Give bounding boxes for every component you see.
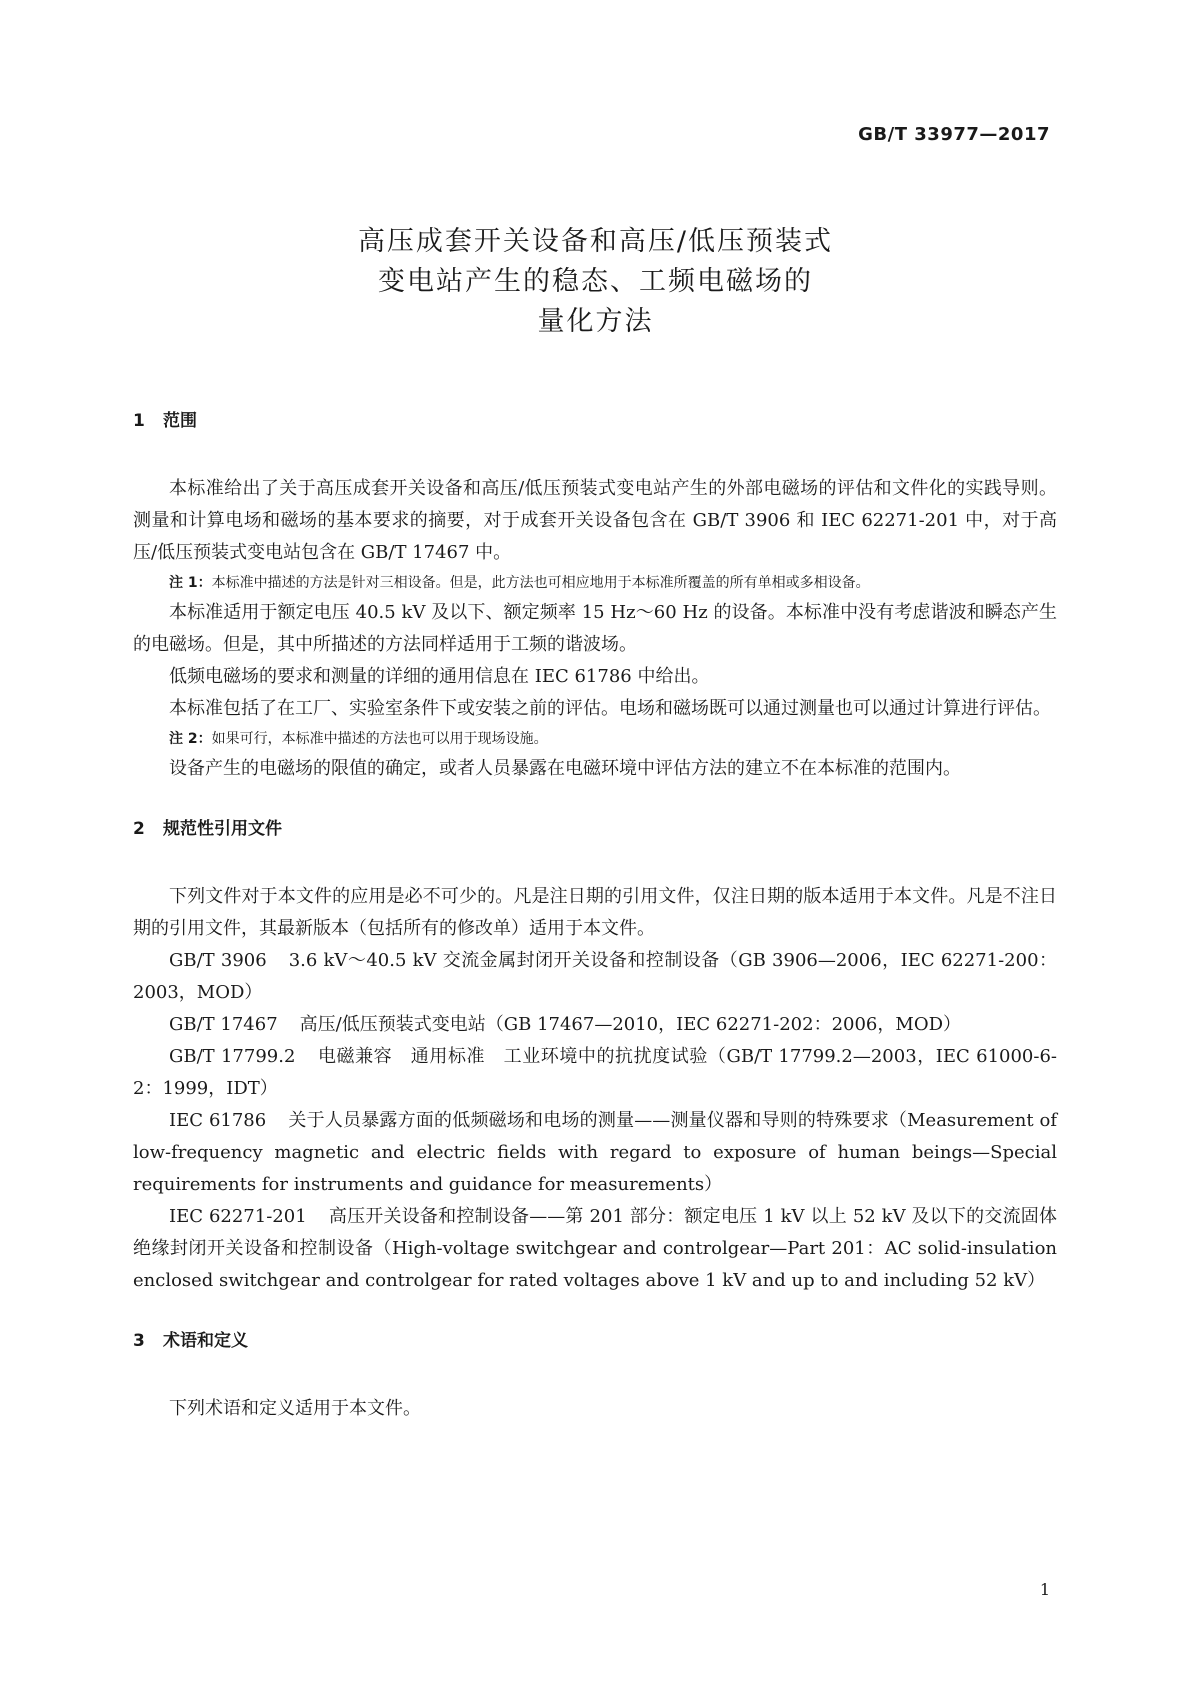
reference-entry [133,1201,1057,1297]
note-text: 本标准中描述的方法是针对三相设备。但是，此方法也可相应地用于本标准所覆盖的所有单相或多相设备。 [211,575,870,591]
section-title: 术语和定义 [163,1331,248,1351]
title-line: 量化方法 [537,306,654,337]
note-text: 如果可行，本标准中描述的方法也可以用于现场设施。 [211,731,548,747]
reference-entry [133,1105,1057,1201]
paragraph: 下列术语和定义适用于本文件。 [169,1398,421,1419]
section-number: 3 [133,1331,145,1351]
reference-entry [133,945,1057,1009]
reference-entry [133,1041,1057,1105]
reference-text: 高压/低压预装式变电站（GB 17467—2010，IEC 62271-202：2006，MOD） [299,1014,962,1035]
standard-number: GB/T 33977—2017 [858,124,1050,145]
note [133,725,1057,753]
note-label: 注 2： [169,731,212,747]
reference-text: 3.6 kV～40.5 kV 交流金属封闭开关设备和控制设备（GB 3906—2006，IEC 62271-200：2003，MOD） [133,950,1057,1003]
reference-id: IEC 62271-201 [169,1206,307,1227]
page-number: 1 [1039,1580,1050,1599]
section-heading-terms [133,1325,1057,1357]
note [133,569,1057,597]
title-line: 变电站产生的稳态、工频电磁场的 [378,266,813,297]
reference-id: GB/T 17799.2 [169,1046,296,1067]
reference-text: 关于人员暴露方面的低频磁场和电场的测量——测量仪器和导则的特殊要求（Measurement of low-frequency magnetic and electric fields with regard to exposure of human beings—Special requirements for instruments and guidance for measurements） [133,1110,1057,1195]
paragraph: 低频电磁场的要求和测量的详细的通用信息在 IEC 61786 中给出。 [169,666,710,687]
section-heading-scope [133,405,1057,437]
document-title [0,222,1191,342]
title-line: 高压成套开关设备和高压/低压预装式 [357,226,834,257]
section-title: 范围 [163,411,197,431]
paragraph: 设备产生的电磁场的限值的确定，或者人员暴露在电磁环境中评估方法的建立不在本标准的范围内。 [169,758,961,779]
note-label: 注 1： [169,575,212,591]
paragraph: 本标准适用于额定电压 40.5 kV 及以下、额定频率 15 Hz～60 Hz 的设备。本标准中没有考虑谐波和瞬态产生的电磁场。但是，其中所描述的方法同样适用于工频的谐波场。 [133,602,1057,655]
paragraph: 本标准包括了在工厂、实验室条件下或安装之前的评估。电场和磁场既可以通过测量也可以通过计算进行评估。 [169,698,1051,719]
reference-id: GB/T 3906 [169,950,267,971]
reference-id: IEC 61786 [169,1110,267,1131]
section-title: 规范性引用文件 [163,819,282,839]
reference-id: GB/T 17467 [169,1014,278,1035]
document-body [133,405,1057,1425]
paragraph: 下列文件对于本文件的应用是必不可少的。凡是注日期的引用文件，仅注日期的版本适用于本文件。凡是不注日期的引用文件，其最新版本（包括所有的修改单）适用于本文件。 [133,886,1057,939]
reference-entry [133,1009,1057,1041]
section-number: 2 [133,819,145,839]
paragraph: 本标准给出了关于高压成套开关设备和高压/低压预装式变电站产生的外部电磁场的评估和文件化的实践导则。测量和计算电场和磁场的基本要求的摘要，对于成套开关设备包含在 GB/T 3906 和 IEC 62271-201 中，对于高压/低压预装式变电站包含在 GB/T 17467 中。 [133,478,1057,563]
section-number: 1 [133,411,145,431]
section-heading-normative-references [133,813,1057,845]
reference-text: 电磁兼容 通用标准 工业环境中的抗扰度试验（GB/T 17799.2—2003，IEC 61000-6-2：1999，IDT） [133,1046,1057,1099]
reference-text: 高压开关设备和控制设备——第 201 部分：额定电压 1 kV 以上 52 kV 及以下的交流固体绝缘封闭开关设备和控制设备（High-voltage switchgear and controlgear—Part 201：AC solid-insulation enclosed switchgear and controlgear for rated voltages above 1 kV and up to and including 52 kV） [133,1206,1057,1291]
